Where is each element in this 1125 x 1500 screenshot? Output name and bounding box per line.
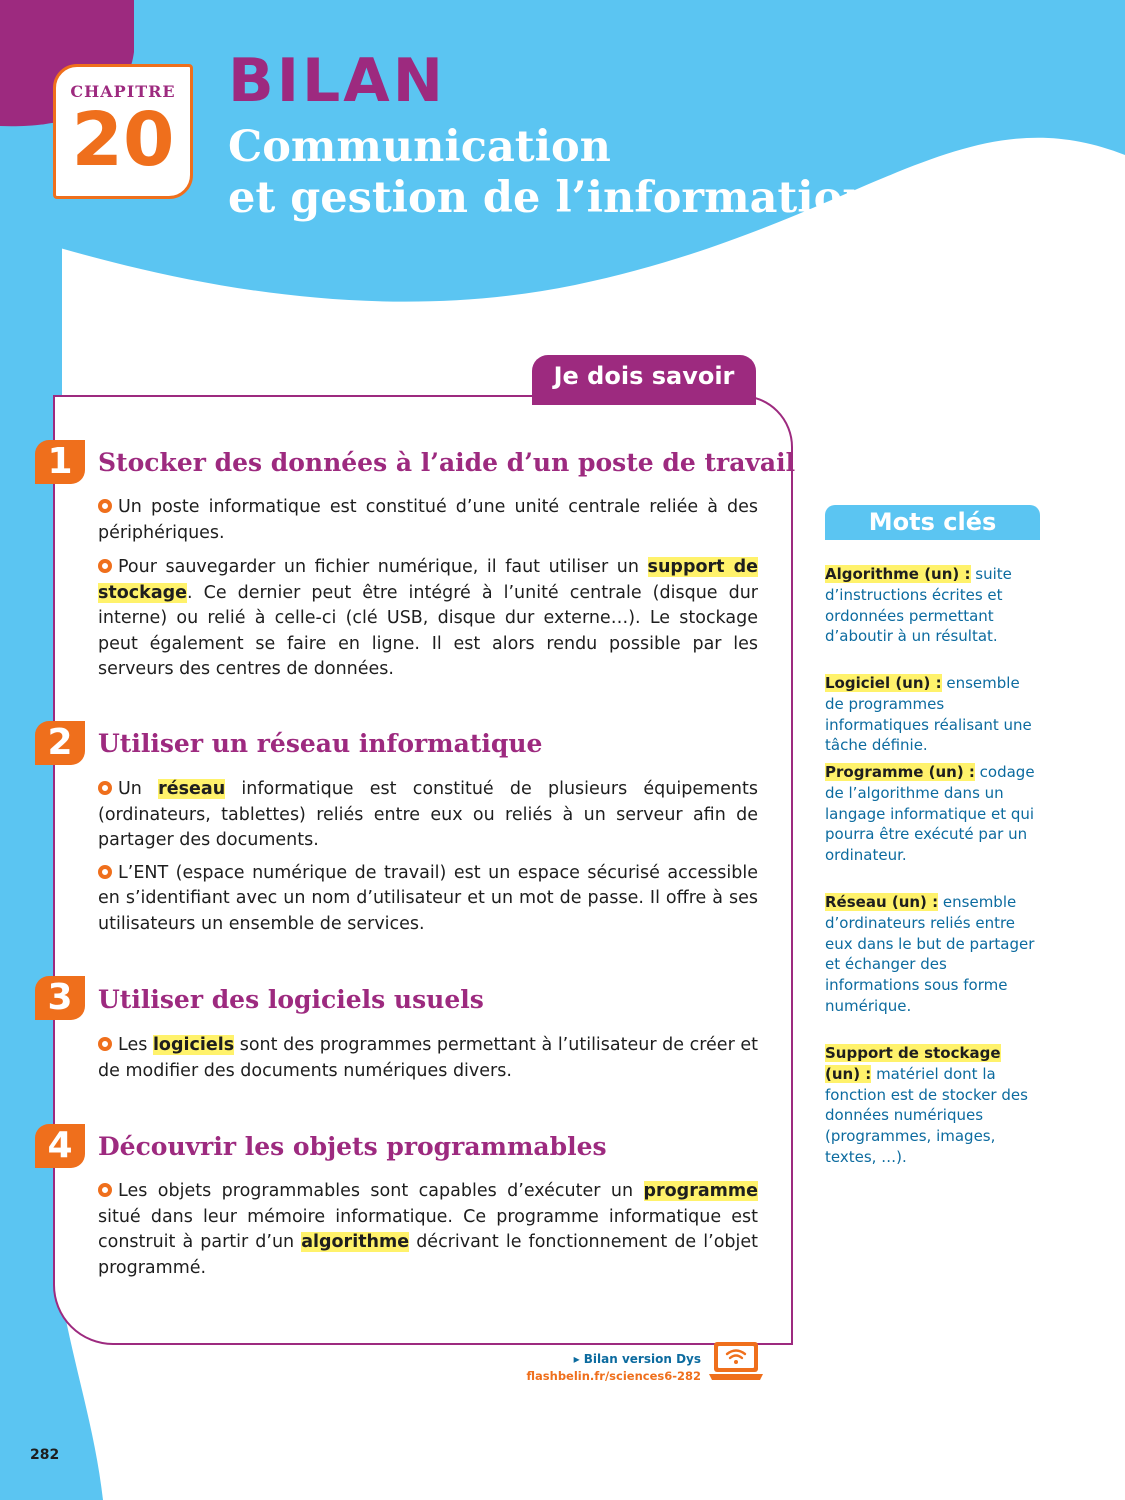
keyword-entry: [825, 892, 1040, 1017]
keyword-term: Algorithme (un) :: [825, 565, 971, 583]
dys-version-link[interactable]: flashbelin.fr/sciences6-282: [526, 1369, 701, 1383]
keyword-highlight: algorithme: [301, 1232, 410, 1252]
keyword-entry: [825, 1043, 1040, 1168]
keyword-definition: codage de l’algorithme dans un langage informatique et qui pourra être exécuté par un ordinateur.: [825, 763, 1035, 865]
keyword-entry: [825, 564, 1040, 647]
section-2-paragraph-1: Un réseau informatique est constitué de plusieurs équipements (ordinateurs, tablettes) reliés entre eux ou reliés à un serveur afin de partager des documents.: [98, 779, 758, 850]
section-3-text: [98, 1033, 758, 1084]
chapter-title-line2: et gestion de l’information: [228, 173, 874, 223]
keyword-definition: matériel dont la fonction est de stocker des données numériques (programmes, images, textes, …).: [825, 1064, 1028, 1166]
keyword-term: Logiciel (un) :: [825, 674, 942, 692]
chapter-number: 20: [71, 97, 175, 183]
keyword-definition: suite d’instructions écrites et ordonnées permettant d’aboutir à un résultat.: [825, 565, 1012, 646]
section-4-paragraph-1: Les objets programmables sont capables d’exécuter un programme situé dans leur mémoire informatique. Ce programme informatique est construit à partir d’un algorithme décrivant le fonctionnement de l’objet programmé.: [98, 1181, 758, 1278]
bullet-icon: [98, 781, 112, 795]
section-1-title: Stocker des données à l’aide d’un poste de travail: [98, 448, 796, 477]
section-1-paragraph-2: Pour sauvegarder un fichier numérique, il faut utiliser un support de stockage. Ce dernier peut être intégré à l’unité centrale (disque dur interne) ou relié à celle-ci (clé USB, disque dur externe…). Le stockage peut également se faire en ligne. Il est alors rendu possible par les serveurs des centres de données.: [98, 557, 758, 679]
bullet-icon: [98, 1037, 112, 1051]
keyword-entry: [825, 673, 1040, 756]
chapter-label: CHAPITRE: [70, 82, 176, 101]
section-4-title: Découvrir les objets programmables: [98, 1132, 607, 1161]
chapter-title-line1: Communication: [228, 122, 611, 172]
keyword-highlight: réseau: [158, 779, 226, 799]
keywords-heading: Mots clés: [825, 505, 1040, 540]
keyword-highlight: logiciels: [152, 1035, 235, 1055]
section-1-badge: 1: [35, 440, 85, 484]
chapter-badge: [53, 64, 193, 199]
bullet-icon: [98, 559, 112, 573]
dys-version-label[interactable]: ▸ Bilan version Dys: [573, 1352, 701, 1366]
je-dois-savoir-tab: Je dois savoir: [532, 355, 756, 405]
bullet-icon: [98, 865, 112, 879]
section-4-text: [98, 1179, 758, 1281]
section-4-badge: 4: [35, 1124, 85, 1168]
keyword-term: Support de stockage (un) :: [825, 1044, 1001, 1083]
keyword-term: Réseau (un) :: [825, 893, 939, 911]
section-3-badge: 3: [35, 976, 85, 1020]
chapter-title: [228, 122, 928, 224]
section-1-text: [98, 495, 758, 683]
keyword-term: Programme (un) :: [825, 763, 975, 781]
section-3-title: Utiliser des logiciels usuels: [98, 985, 484, 1014]
keyword-highlight: programme: [643, 1181, 758, 1201]
section-1-paragraph-1: Un poste informatique est constitué d’une unité centrale reliée à des périphériques.: [98, 497, 758, 543]
keyword-definition: ensemble de programmes informatiques réalisant une tâche définie.: [825, 674, 1032, 755]
laptop-wifi-icon[interactable]: [708, 1340, 764, 1382]
bilan-title: BILAN: [228, 46, 446, 116]
section-2-badge: 2: [35, 721, 85, 765]
section-2-title: Utiliser un réseau informatique: [98, 729, 543, 758]
section-2-paragraph-2: L’ENT (espace numérique de travail) est un espace sécurisé accessible en s’identifiant avec un nom d’utilisateur et un mot de passe. Il offre à ses utilisateurs un ensemble de services.: [98, 862, 758, 934]
section-3-paragraph-1: Les logiciels sont des programmes permettant à l’utilisateur de créer et de modifier des documents numériques divers.: [98, 1035, 758, 1081]
keyword-entry: [825, 762, 1040, 866]
section-2-text: [98, 777, 758, 937]
keyword-definition: ensemble d’ordinateurs reliés entre eux dans le but de partager et échanger des informations sous forme numérique.: [825, 893, 1035, 1015]
page-number: 282: [30, 1447, 60, 1463]
keyword-highlight: support de stockage: [98, 557, 758, 603]
bullet-icon: [98, 499, 112, 513]
bullet-icon: [98, 1183, 112, 1197]
